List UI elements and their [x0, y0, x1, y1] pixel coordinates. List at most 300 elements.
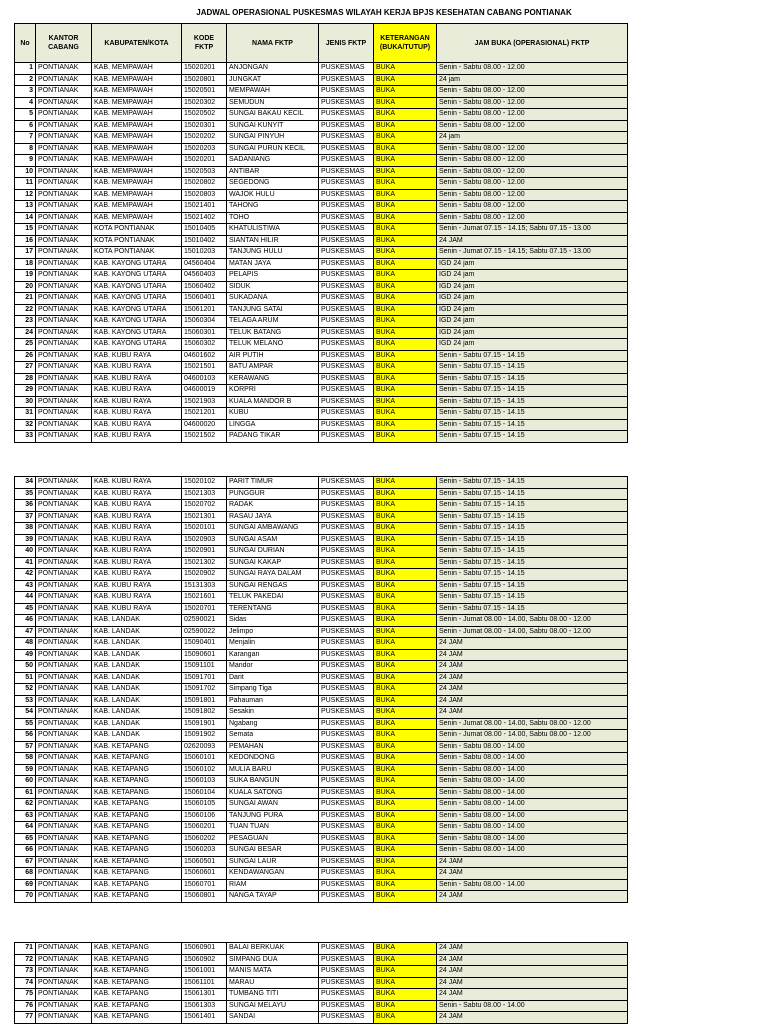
table-row — [15, 189, 628, 201]
nama-fktp-cell: MATAN JAYA — [227, 258, 319, 270]
jenis-fktp-cell: PUSKESMAS — [319, 500, 374, 512]
row-no: 17 — [15, 247, 36, 259]
nama-fktp-cell: KUALA MANDOR B — [227, 396, 319, 408]
schedule-table-block-2 — [14, 476, 628, 903]
table-row — [15, 488, 628, 500]
kantor-cabang-cell: PONTIANAK — [36, 954, 92, 966]
row-no: 21 — [15, 293, 36, 305]
kabupaten-kota-cell: KAB. KUBU RAYA — [92, 569, 182, 581]
jenis-fktp-cell: PUSKESMAS — [319, 580, 374, 592]
kode-fktp-cell: 15060401 — [182, 293, 227, 305]
row-no: 46 — [15, 615, 36, 627]
table-row — [15, 500, 628, 512]
row-no: 10 — [15, 166, 36, 178]
kode-fktp-cell: 15131303 — [182, 580, 227, 592]
row-no: 35 — [15, 488, 36, 500]
kode-fktp-cell: 15061201 — [182, 304, 227, 316]
kabupaten-kota-cell: KAB. KUBU RAYA — [92, 477, 182, 489]
jam-buka-cell: Senin - Sabtu 08.00 - 12.00 — [437, 155, 628, 167]
kantor-cabang-cell: PONTIANAK — [36, 868, 92, 880]
jam-buka-cell: Senin - Jumat 08.00 - 14.00, Sabtu 08.00 - 12.00 — [437, 626, 628, 638]
row-no: 18 — [15, 258, 36, 270]
keterangan-cell: BUKA — [374, 224, 437, 236]
kabupaten-kota-cell: KAB. MEMPAWAH — [92, 63, 182, 75]
jenis-fktp-cell: PUSKESMAS — [319, 143, 374, 155]
jam-buka-cell: Senin - Sabtu 08.00 - 14.00 — [437, 833, 628, 845]
nama-fktp-cell: KUALA SATONG — [227, 787, 319, 799]
table-row — [15, 833, 628, 845]
kabupaten-kota-cell: KOTA PONTIANAK — [92, 224, 182, 236]
keterangan-cell: BUKA — [374, 511, 437, 523]
kabupaten-kota-cell: KAB. KUBU RAYA — [92, 500, 182, 512]
kabupaten-kota-cell: KAB. KETAPANG — [92, 1012, 182, 1024]
jam-buka-cell: IGD 24 jam — [437, 258, 628, 270]
table-row — [15, 943, 628, 955]
kabupaten-kota-cell: KAB. KETAPANG — [92, 868, 182, 880]
kantor-cabang-cell: PONTIANAK — [36, 109, 92, 121]
nama-fktp-cell: SEGEDONG — [227, 178, 319, 190]
keterangan-cell: BUKA — [374, 477, 437, 489]
keterangan-cell: BUKA — [374, 362, 437, 374]
jenis-fktp-cell: PUSKESMAS — [319, 224, 374, 236]
kode-fktp-cell: 15020102 — [182, 477, 227, 489]
jam-buka-cell: Senin - Sabtu 08.00 - 12.00 — [437, 166, 628, 178]
row-no: 52 — [15, 684, 36, 696]
jenis-fktp-cell: PUSKESMAS — [319, 592, 374, 604]
jenis-fktp-cell: PUSKESMAS — [319, 764, 374, 776]
kantor-cabang-cell: PONTIANAK — [36, 592, 92, 604]
table-row — [15, 327, 628, 339]
header-kabupaten-kota: KABUPATEN/KOTA — [92, 24, 182, 63]
table-row — [15, 212, 628, 224]
nama-fktp-cell: BATU AMPAR — [227, 362, 319, 374]
jenis-fktp-cell: PUSKESMAS — [319, 569, 374, 581]
jenis-fktp-cell: PUSKESMAS — [319, 833, 374, 845]
kode-fktp-cell: 15060701 — [182, 879, 227, 891]
kantor-cabang-cell: PONTIANAK — [36, 684, 92, 696]
keterangan-cell: BUKA — [374, 707, 437, 719]
row-no: 1 — [15, 63, 36, 75]
table-row — [15, 753, 628, 765]
kabupaten-kota-cell: KAB. MEMPAWAH — [92, 212, 182, 224]
row-no: 53 — [15, 695, 36, 707]
jenis-fktp-cell: PUSKESMAS — [319, 989, 374, 1001]
table-row — [15, 97, 628, 109]
keterangan-cell: BUKA — [374, 373, 437, 385]
nama-fktp-cell: Ngabang — [227, 718, 319, 730]
jam-buka-cell: Senin - Jumat 08.00 - 14.00, Sabtu 08.00 - 12.00 — [437, 718, 628, 730]
nama-fktp-cell: SUNGAI BAKAU KECIL — [227, 109, 319, 121]
keterangan-cell: BUKA — [374, 132, 437, 144]
nama-fktp-cell: KERAWANG — [227, 373, 319, 385]
kode-fktp-cell: 15010405 — [182, 224, 227, 236]
kode-fktp-cell: 15060202 — [182, 833, 227, 845]
kabupaten-kota-cell: KAB. KETAPANG — [92, 966, 182, 978]
nama-fktp-cell: TELUK MELANO — [227, 339, 319, 351]
row-no: 63 — [15, 810, 36, 822]
kantor-cabang-cell: PONTIANAK — [36, 132, 92, 144]
header-kode-fktp: KODE FKTP — [182, 24, 227, 63]
jam-buka-cell: Senin - Sabtu 07.15 - 14.15 — [437, 477, 628, 489]
keterangan-cell: BUKA — [374, 592, 437, 604]
table-row — [15, 143, 628, 155]
kode-fktp-cell: 15060201 — [182, 822, 227, 834]
kantor-cabang-cell: PONTIANAK — [36, 362, 92, 374]
keterangan-cell: BUKA — [374, 557, 437, 569]
kantor-cabang-cell: PONTIANAK — [36, 822, 92, 834]
nama-fktp-cell: TELUK BATANG — [227, 327, 319, 339]
kantor-cabang-cell: PONTIANAK — [36, 327, 92, 339]
kantor-cabang-cell: PONTIANAK — [36, 856, 92, 868]
kabupaten-kota-cell: KAB. KUBU RAYA — [92, 396, 182, 408]
keterangan-cell: BUKA — [374, 833, 437, 845]
table-row — [15, 120, 628, 132]
row-no: 6 — [15, 120, 36, 132]
jenis-fktp-cell: PUSKESMAS — [319, 281, 374, 293]
keterangan-cell: BUKA — [374, 764, 437, 776]
nama-fktp-cell: RIAM — [227, 879, 319, 891]
schedule-table-block-3 — [14, 942, 628, 1024]
jam-buka-cell: Senin - Sabtu 07.15 - 14.15 — [437, 408, 628, 420]
kode-fktp-cell: 15021601 — [182, 592, 227, 604]
kode-fktp-cell: 15020202 — [182, 132, 227, 144]
jam-buka-cell: Senin - Sabtu 08.00 - 12.00 — [437, 63, 628, 75]
keterangan-cell: BUKA — [374, 615, 437, 627]
kabupaten-kota-cell: KAB. KUBU RAYA — [92, 350, 182, 362]
nama-fktp-cell: SUNGAI PINYUH — [227, 132, 319, 144]
table-row — [15, 1012, 628, 1024]
kode-fktp-cell: 02590022 — [182, 626, 227, 638]
kabupaten-kota-cell: KAB. MEMPAWAH — [92, 132, 182, 144]
table-row — [15, 270, 628, 282]
keterangan-cell: BUKA — [374, 649, 437, 661]
row-no: 22 — [15, 304, 36, 316]
nama-fktp-cell: MARAU — [227, 977, 319, 989]
kantor-cabang-cell: PONTIANAK — [36, 350, 92, 362]
keterangan-cell: BUKA — [374, 86, 437, 98]
kode-fktp-cell: 15021201 — [182, 408, 227, 420]
kantor-cabang-cell: PONTIANAK — [36, 304, 92, 316]
kabupaten-kota-cell: KAB. KUBU RAYA — [92, 488, 182, 500]
nama-fktp-cell: KENDAWANGAN — [227, 868, 319, 880]
kabupaten-kota-cell: KAB. LANDAK — [92, 672, 182, 684]
table-row — [15, 155, 628, 167]
nama-fktp-cell: TOHO — [227, 212, 319, 224]
table-row — [15, 684, 628, 696]
jam-buka-cell: 24 JAM — [437, 661, 628, 673]
kode-fktp-cell: 15060301 — [182, 327, 227, 339]
jam-buka-cell: Senin - Jumat 07.15 - 14.15; Sabtu 07.15 - 13.00 — [437, 224, 628, 236]
kantor-cabang-cell: PONTIANAK — [36, 977, 92, 989]
jenis-fktp-cell: PUSKESMAS — [319, 120, 374, 132]
kode-fktp-cell: 02590021 — [182, 615, 227, 627]
kantor-cabang-cell: PONTIANAK — [36, 557, 92, 569]
row-no: 64 — [15, 822, 36, 834]
header-kantor-cabang: KANTOR CABANG — [36, 24, 92, 63]
jenis-fktp-cell: PUSKESMAS — [319, 845, 374, 857]
table-row — [15, 224, 628, 236]
jam-buka-cell: Senin - Sabtu 08.00 - 12.00 — [437, 201, 628, 213]
kode-fktp-cell: 15021402 — [182, 212, 227, 224]
kabupaten-kota-cell: KAB. KUBU RAYA — [92, 523, 182, 535]
table-row — [15, 707, 628, 719]
jenis-fktp-cell: PUSKESMAS — [319, 799, 374, 811]
kantor-cabang-cell: PONTIANAK — [36, 97, 92, 109]
kode-fktp-cell: 15020502 — [182, 109, 227, 121]
nama-fktp-cell: SANDAI — [227, 1012, 319, 1024]
kantor-cabang-cell: PONTIANAK — [36, 166, 92, 178]
nama-fktp-cell: SUNGAI AMBAWANG — [227, 523, 319, 535]
row-no: 9 — [15, 155, 36, 167]
kantor-cabang-cell: PONTIANAK — [36, 638, 92, 650]
row-no: 3 — [15, 86, 36, 98]
kabupaten-kota-cell: KAB. MEMPAWAH — [92, 143, 182, 155]
table-row — [15, 966, 628, 978]
jenis-fktp-cell: PUSKESMAS — [319, 684, 374, 696]
jenis-fktp-cell: PUSKESMAS — [319, 189, 374, 201]
row-no: 60 — [15, 776, 36, 788]
kabupaten-kota-cell: KAB. MEMPAWAH — [92, 97, 182, 109]
nama-fktp-cell: PUNGGUR — [227, 488, 319, 500]
kode-fktp-cell: 15060601 — [182, 868, 227, 880]
kantor-cabang-cell: PONTIANAK — [36, 879, 92, 891]
nama-fktp-cell: NANGA TAYAP — [227, 891, 319, 903]
kabupaten-kota-cell: KAB. LANDAK — [92, 649, 182, 661]
table-row — [15, 787, 628, 799]
jam-buka-cell: Senin - Sabtu 07.15 - 14.15 — [437, 557, 628, 569]
row-no: 7 — [15, 132, 36, 144]
row-no: 68 — [15, 868, 36, 880]
row-no: 65 — [15, 833, 36, 845]
nama-fktp-cell: TUAN TUAN — [227, 822, 319, 834]
kabupaten-kota-cell: KOTA PONTIANAK — [92, 235, 182, 247]
table-row — [15, 868, 628, 880]
row-no: 31 — [15, 408, 36, 420]
kantor-cabang-cell: PONTIANAK — [36, 891, 92, 903]
table-row — [15, 580, 628, 592]
nama-fktp-cell: SUKA BANGUN — [227, 776, 319, 788]
nama-fktp-cell: LINGGA — [227, 419, 319, 431]
row-no: 71 — [15, 943, 36, 955]
jenis-fktp-cell: PUSKESMAS — [319, 431, 374, 443]
nama-fktp-cell: Sesakin — [227, 707, 319, 719]
kode-fktp-cell: 15021501 — [182, 362, 227, 374]
row-no: 23 — [15, 316, 36, 328]
kabupaten-kota-cell: KAB. LANDAK — [92, 695, 182, 707]
row-no: 50 — [15, 661, 36, 673]
jam-buka-cell: Senin - Sabtu 07.15 - 14.15 — [437, 592, 628, 604]
jenis-fktp-cell: PUSKESMAS — [319, 247, 374, 259]
row-no: 41 — [15, 557, 36, 569]
keterangan-cell: BUKA — [374, 546, 437, 558]
kabupaten-kota-cell: KAB. KAYONG UTARA — [92, 327, 182, 339]
kode-fktp-cell: 15060304 — [182, 316, 227, 328]
kantor-cabang-cell: PONTIANAK — [36, 580, 92, 592]
jam-buka-cell: Senin - Sabtu 07.15 - 14.15 — [437, 546, 628, 558]
keterangan-cell: BUKA — [374, 304, 437, 316]
kode-fktp-cell: 04600019 — [182, 385, 227, 397]
row-no: 57 — [15, 741, 36, 753]
jam-buka-cell: Senin - Sabtu 08.00 - 14.00 — [437, 776, 628, 788]
kantor-cabang-cell: PONTIANAK — [36, 776, 92, 788]
kabupaten-kota-cell: KAB. KAYONG UTARA — [92, 281, 182, 293]
keterangan-cell: BUKA — [374, 235, 437, 247]
jam-buka-cell: Senin - Sabtu 07.15 - 14.15 — [437, 431, 628, 443]
kantor-cabang-cell: PONTIANAK — [36, 258, 92, 270]
nama-fktp-cell: RASAU JAYA — [227, 511, 319, 523]
jam-buka-cell: Senin - Sabtu 07.15 - 14.15 — [437, 385, 628, 397]
kode-fktp-cell: 15061401 — [182, 1012, 227, 1024]
kantor-cabang-cell: PONTIANAK — [36, 419, 92, 431]
keterangan-cell: BUKA — [374, 879, 437, 891]
kantor-cabang-cell: PONTIANAK — [36, 293, 92, 305]
jam-buka-cell: IGD 24 jam — [437, 316, 628, 328]
jenis-fktp-cell: PUSKESMAS — [319, 339, 374, 351]
keterangan-cell: BUKA — [374, 166, 437, 178]
row-no: 59 — [15, 764, 36, 776]
keterangan-cell: BUKA — [374, 626, 437, 638]
keterangan-cell: BUKA — [374, 408, 437, 420]
kode-fktp-cell: 04601602 — [182, 350, 227, 362]
kantor-cabang-cell: PONTIANAK — [36, 753, 92, 765]
jam-buka-cell: 24 JAM — [437, 638, 628, 650]
nama-fktp-cell: SUNGAI ASAM — [227, 534, 319, 546]
jenis-fktp-cell: PUSKESMAS — [319, 419, 374, 431]
kantor-cabang-cell: PONTIANAK — [36, 615, 92, 627]
table-row — [15, 201, 628, 213]
kode-fktp-cell: 15020802 — [182, 178, 227, 190]
keterangan-cell: BUKA — [374, 822, 437, 834]
nama-fktp-cell: MANIS MATA — [227, 966, 319, 978]
row-no: 37 — [15, 511, 36, 523]
jam-buka-cell: 24 JAM — [437, 649, 628, 661]
keterangan-cell: BUKA — [374, 350, 437, 362]
kabupaten-kota-cell: KAB. LANDAK — [92, 626, 182, 638]
kantor-cabang-cell: PONTIANAK — [36, 63, 92, 75]
jam-buka-cell: 24 JAM — [437, 977, 628, 989]
kabupaten-kota-cell: KAB. MEMPAWAH — [92, 178, 182, 190]
nama-fktp-cell: SIDUK — [227, 281, 319, 293]
table-row — [15, 891, 628, 903]
jam-buka-cell: Senin - Sabtu 08.00 - 14.00 — [437, 764, 628, 776]
table-row — [15, 86, 628, 98]
jam-buka-cell: Senin - Sabtu 08.00 - 12.00 — [437, 97, 628, 109]
jam-buka-cell: Senin - Sabtu 08.00 - 14.00 — [437, 810, 628, 822]
jenis-fktp-cell: PUSKESMAS — [319, 178, 374, 190]
kabupaten-kota-cell: KAB. LANDAK — [92, 730, 182, 742]
jenis-fktp-cell: PUSKESMAS — [319, 373, 374, 385]
kabupaten-kota-cell: KAB. MEMPAWAH — [92, 109, 182, 121]
kabupaten-kota-cell: KAB. KUBU RAYA — [92, 408, 182, 420]
kantor-cabang-cell: PONTIANAK — [36, 649, 92, 661]
nama-fktp-cell: MULIA BARU — [227, 764, 319, 776]
kode-fktp-cell: 15020701 — [182, 603, 227, 615]
kode-fktp-cell: 15060801 — [182, 891, 227, 903]
kantor-cabang-cell: PONTIANAK — [36, 603, 92, 615]
row-no: 40 — [15, 546, 36, 558]
keterangan-cell: BUKA — [374, 580, 437, 592]
kabupaten-kota-cell: KAB. KUBU RAYA — [92, 546, 182, 558]
nama-fktp-cell: SUNGAI RENGAS — [227, 580, 319, 592]
jam-buka-cell: Senin - Sabtu 08.00 - 14.00 — [437, 741, 628, 753]
jenis-fktp-cell: PUSKESMAS — [319, 954, 374, 966]
kabupaten-kota-cell: KAB. KUBU RAYA — [92, 580, 182, 592]
row-no: 72 — [15, 954, 36, 966]
kode-fktp-cell: 15020101 — [182, 523, 227, 535]
nama-fktp-cell: Jelimpo — [227, 626, 319, 638]
jenis-fktp-cell: PUSKESMAS — [319, 258, 374, 270]
nama-fktp-cell: SUNGAI KAKAP — [227, 557, 319, 569]
jam-buka-cell: Senin - Sabtu 08.00 - 14.00 — [437, 879, 628, 891]
kode-fktp-cell: 15060901 — [182, 943, 227, 955]
nama-fktp-cell: TELUK PAKEDAI — [227, 592, 319, 604]
jenis-fktp-cell: PUSKESMAS — [319, 603, 374, 615]
kabupaten-kota-cell: KAB. LANDAK — [92, 661, 182, 673]
keterangan-cell: BUKA — [374, 799, 437, 811]
kantor-cabang-cell: PONTIANAK — [36, 385, 92, 397]
jenis-fktp-cell: PUSKESMAS — [319, 718, 374, 730]
keterangan-cell: BUKA — [374, 396, 437, 408]
jenis-fktp-cell: PUSKESMAS — [319, 304, 374, 316]
jenis-fktp-cell: PUSKESMAS — [319, 201, 374, 213]
jam-buka-cell: Senin - Sabtu 08.00 - 14.00 — [437, 753, 628, 765]
table-row — [15, 339, 628, 351]
kabupaten-kota-cell: KAB. MEMPAWAH — [92, 201, 182, 213]
table-row — [15, 695, 628, 707]
kantor-cabang-cell: PONTIANAK — [36, 695, 92, 707]
jam-buka-cell: 24 JAM — [437, 966, 628, 978]
row-no: 24 — [15, 327, 36, 339]
nama-fktp-cell: RADAK — [227, 500, 319, 512]
jam-buka-cell: 24 JAM — [437, 1012, 628, 1024]
kabupaten-kota-cell: KAB. MEMPAWAH — [92, 166, 182, 178]
jam-buka-cell: Senin - Sabtu 08.00 - 12.00 — [437, 189, 628, 201]
jam-buka-cell: IGD 24 jam — [437, 281, 628, 293]
row-no: 14 — [15, 212, 36, 224]
nama-fktp-cell: PARIT TIMUR — [227, 477, 319, 489]
jenis-fktp-cell: PUSKESMAS — [319, 235, 374, 247]
kabupaten-kota-cell: KAB. KAYONG UTARA — [92, 270, 182, 282]
kantor-cabang-cell: PONTIANAK — [36, 281, 92, 293]
keterangan-cell: BUKA — [374, 845, 437, 857]
row-no: 38 — [15, 523, 36, 535]
keterangan-cell: BUKA — [374, 63, 437, 75]
table-row — [15, 304, 628, 316]
kabupaten-kota-cell: KAB. LANDAK — [92, 707, 182, 719]
kode-fktp-cell: 15060902 — [182, 954, 227, 966]
nama-fktp-cell: TANJUNG PURA — [227, 810, 319, 822]
row-no: 67 — [15, 856, 36, 868]
nama-fktp-cell: TERENTANG — [227, 603, 319, 615]
kantor-cabang-cell: PONTIANAK — [36, 546, 92, 558]
kantor-cabang-cell: PONTIANAK — [36, 316, 92, 328]
nama-fktp-cell: TAHONG — [227, 201, 319, 213]
keterangan-cell: BUKA — [374, 327, 437, 339]
kabupaten-kota-cell: KAB. KETAPANG — [92, 799, 182, 811]
jam-buka-cell: Senin - Sabtu 08.00 - 14.00 — [437, 799, 628, 811]
keterangan-cell: BUKA — [374, 891, 437, 903]
row-no: 4 — [15, 97, 36, 109]
jenis-fktp-cell: PUSKESMAS — [319, 155, 374, 167]
row-no: 75 — [15, 989, 36, 1001]
row-no: 32 — [15, 419, 36, 431]
row-no: 34 — [15, 477, 36, 489]
row-no: 29 — [15, 385, 36, 397]
kode-fktp-cell: 15060101 — [182, 753, 227, 765]
jenis-fktp-cell: PUSKESMAS — [319, 966, 374, 978]
table-row — [15, 258, 628, 270]
table-row — [15, 281, 628, 293]
